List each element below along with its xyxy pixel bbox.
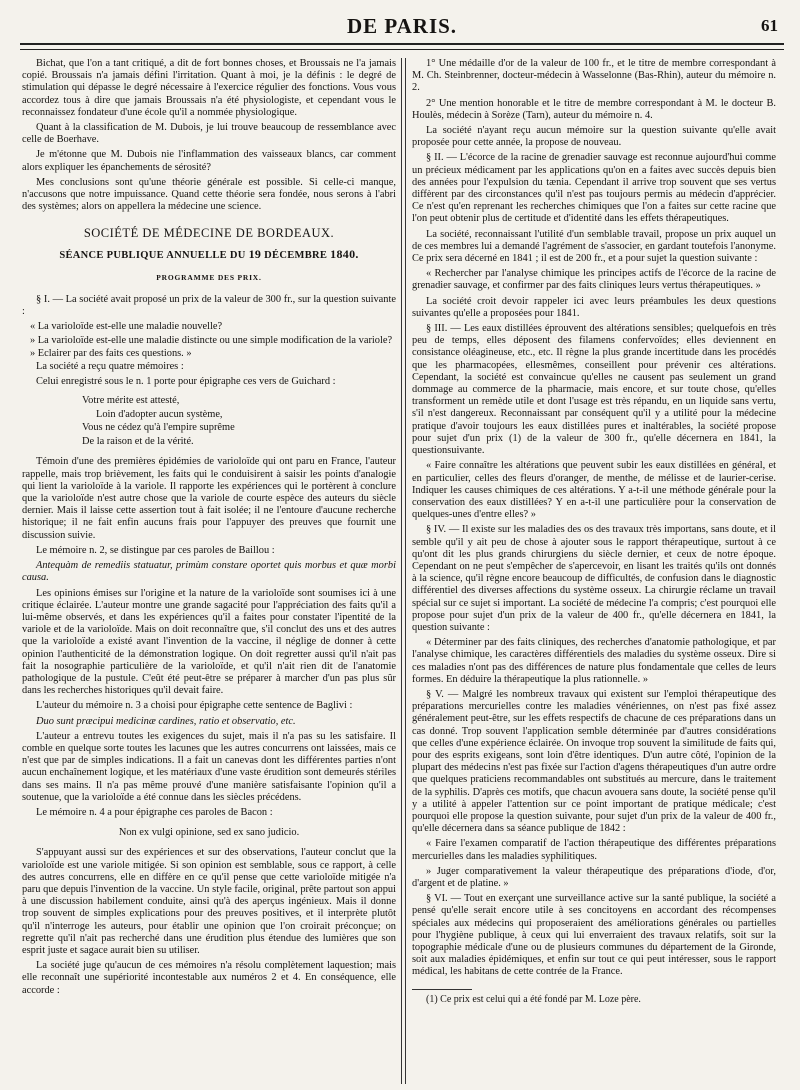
paragraph: La société juge qu'aucun de ces mémoires n'a résolu complètement laquestion; mais elle reconnaît une supériorité incontestable aux numéros 2 et 4. En conséquence, elle accorde :: [22, 960, 396, 996]
latin-epigraph: Non ex vulgi opinione, sed ex sano judicio.: [118, 827, 300, 839]
header-rule: [20, 43, 784, 45]
paragraph: La société a reçu quatre mémoires :: [36, 361, 184, 373]
paragraph: Je m'étonne que M. Dubois nie l'inflammation des vaisseaux blancs, car comment alors expliquer les épanchements de sérosité?: [22, 149, 396, 173]
section-heading-society: SOCIÉTÉ DE MÉDECINE DE BORDEAUX.: [83, 226, 335, 241]
seance-year: 1840.: [330, 246, 359, 261]
column-divider-inner: [405, 58, 406, 1084]
question-quote: « Faire l'examen comparatif de l'action thérapeutique des différentes préparations mercurielles dans les maladies syphilitiques.: [412, 838, 776, 862]
paragraph: 1° Une médaille d'or de la valeur de 100 fr., et le titre de membre correspondant à M. Ch. Steinbrenner, docteur-médecin à Wasselonne (Bas-Rhin), auteur du mémoire n. 2.: [412, 58, 776, 94]
paragraph: Bichat, que l'on a tant critiqué, a dit de fort bonnes choses, et Broussais ne l'a jamais copié. Broussais n'a jamais défini l'irritation. Quant à moi, je la définis : le degré de stimulation qui dépasse le degré nécessaire à l'exercice régulier des fonctions. Vous vous accordez tous à dire que jamais Broussais n'a été physiologiste, et cependant vous le reconnaissez fondateur d'une école qu'il a nommée physiologique.: [22, 58, 396, 118]
paragraph: La société croit devoir rappeler ici avec leurs préambules les deux questions suivantes qu'elle a proposées pour 1841.: [412, 295, 776, 319]
section-paragraph: § I. — La société avait proposé un prix de la valeur de 300 fr., sur la question suivante :: [22, 294, 396, 318]
section-heading-seance: [22, 248, 396, 262]
verse-line: Votre mérite est attesté,: [82, 395, 180, 407]
section-paragraph: § III. — Les eaux distillées éprouvent des altérations sensibles; quelquefois en très peu de temps, elles déposent des filamens confervoïdes; elles deviennent en consistance oléagineuse, etc., etc. Il règne la plus grande incertitude dans les procédés que les pharmacopées, ellesmêmes, conseillent pour prévenir ces altérations. Cependant, la société est convaincue qu'elles ne causent pas seulement un grand dommage au commerce de la pharmacie, mais encore, et sur toute chose, qu'elles transforment un remède utile et dont l'usage est très répandu, en un liquide sans vertu, s'il n'est dangereux. Reconnaissant par conséquent qu'il y a utilité pour la médecine pratique d'avoir toujours les eaux distillées pures et inaltérables, la société propose pour sujet d'un prix (1) de la valeur de 300 fr., qu'elle décernera en 1841, la questionsuivante.: [412, 323, 776, 457]
left-column: [22, 58, 396, 1074]
footnote: (1) Ce prix est celui qui a été fondé par M. Loze père.: [426, 993, 641, 1005]
paragraph: Le mémoire n. 2, se distingue par ces paroles de Baillou :: [36, 544, 275, 556]
question-quote: « Déterminer par des faits cliniques, des recherches d'anatomie pathologique, et par l'analyse chimique, les caractères différentiels des maladies du système osseux. Dire si ces maladies n'ont pas des différences de nature plus fondamentale que celles de leurs formes. En déduire la thérapeutique la plus rationnelle. »: [412, 637, 776, 685]
footnote-rule: [412, 989, 472, 990]
paragraph: Le mémoire n. 4 a pour épigraphe ces paroles de Bacon :: [36, 806, 273, 818]
header-rule-thin: [20, 49, 784, 50]
section-paragraph: § V. — Malgré les nombreux travaux qui existent sur l'emploi thérapeutique des préparations mercurielles contre les maladies vénériennes, on n'est pas fixé assez généralement peut-être, sur les effets respectifs de chacune de ces préparations dans un cas donné. Trop souvent l'application semble déterminée par d'autres considérations que celles d'une expérience éclairée. On invoque trop souvent la similitude de faits qui, pour des esprits exigeans, sont loin d'être identiques. D'un autre côté, l'opinion de la plupart des médecins n'est pas fixée sur l'action d'agens thérapeutiques d'un autre ordre que quelques praticiens recommandables ont substitués au mercure, dans le traitement de la syphilis. D'après ces motifs, que chacun avouera sans doute, la société pense qu'il y a utilité à appeler l'attention sur ce point important de pratique médicale; c'est pourquoi elle propose la question suivante, pour sujet d'un prix de la valeur de 400 fr., qu'elle décernera dans sa séance publique de 1842 :: [412, 688, 776, 835]
paragraph: L'auteur a entrevu toutes les exigences du sujet, mais il n'a pas su les satisfaire. Il comble en quelque sorte toutes les lacunes que les autres concurrens ont laissées, mais ce n'est que par de simples indications. Il a fait un canevas dont les différentes parties n'ont aucun enchaînement logique, et les matériaux d'une vaste érudition sont demeurés stériles dans ses mains. Il n'a pas même prouvé d'une manière satisfaisante l'opinion qu'il a soutenue, que la varioloïde a été connue dans les siècles précédens.: [22, 730, 396, 803]
seance-prefix: SÉANCE PUBLIQUE ANNUELLE DU: [59, 249, 246, 261]
paragraph: Quant à la classification de M. Dubois, je lui trouve beaucoup de ressemblance avec celle de Boerhave.: [22, 122, 396, 146]
verse-line: De la raison et de la vérité.: [82, 435, 194, 447]
verse-line: Vous ne cédez qu'à l'empire suprême: [82, 422, 235, 434]
question-quote: « Faire connaître les altérations que peuvent subir les eaux distillées en général, et en particulier, celles des fleurs d'oranger, de menthe, de mélisse et de laurier-cerise. Indiquer les causes chimiques de ces altérations. Y a-t-il une méthode générale pour la conservation des eaux distillées? Y en a-t-il une particulière pour la conservation de quelques-unes d'entre elles? »: [412, 460, 776, 521]
paragraph: S'appuyant aussi sur des expériences et sur des observations, l'auteur conclut que la varioloïde est une variole mitigée. Si son opinion est semblable, sous ce rapport, à celle des autres concurrens, elle en diffère en ce qu'il pense que cette varioloïde mitigée n'a paru que depuis l'invention de la vaccine. Un style facile, original, prête partout son appui à une discussion habilement conduite, ainsi qu'à des aperçus ingénieux. Mais il donne trop souvent de simples explications pour des preuves positives, et il interprète plutôt qu'il n'interroge les auteurs, pour établir une opinion que l'on croirait préconçue; on regrette qu'il n'ait pas recherché dans une érudition plus étendue des lumières que son esprit juste et sagace aurait bien su utiliser.: [22, 847, 396, 956]
latin-epigraph: Duo sunt præcipui medicinæ cardines, ratio et observatio, etc.: [36, 715, 296, 727]
section-paragraph: § IV. — Il existe sur les maladies des os des travaux très importans, sans doute, et il semble qu'il y ait peu de chose à ajouter sous le rapport thérapeutique, surtout à ce qu'ont dit les plus grands chirurgiens du siècle dernier, et ceux de notre époque. Cependant on ne peut s'empêcher de s'apercevoir, en lisant les traités qu'ils ont donnés à la science, qu'il règne encore beaucoup de difficultés, de confusion dans le diagnostic différentiel des diverses affections du système osseux. La chirurgie réclame un travail spécial sur ce sujet si important. La société de médecine l'a compris; c'est pourquoi elle propose pour sujet d'un prix de la valeur de 400 fr., qu'elle décernera en 1841, la question suivante :: [412, 524, 776, 633]
paragraph: Mes conclusions sont qu'une théorie générale est possible. Si celle-ci manque, n'accusons que notre impuissance. Quand cette théorie sera fondée, nous serons à l'abri des systèmes; alors on appellera la médecine une science.: [22, 176, 396, 213]
verse-line: Loin d'adopter aucun système,: [96, 408, 223, 420]
question-line: » Eclairer par des faits ces questions. »: [30, 347, 192, 359]
paragraph: Témoin d'une des premières épidémies de varioloïde qui ont paru en France, l'auteur rappelle, mais trop brièvement, les faits qui le conduisirent à saisir les points d'analogie qui lient la varioloïde à la variole. Il rapporte les expériences qui le portèrent à conclure que la varioloïde n'est autre chose que la variole de courte espèce des auteurs du siècle dernier. Mais il laisse cette assertion tout à fait isolée; il ne l'entoure d'aucune recherche historique; il ne fait enfin aucuns frais pour l'appuyer des preuves que fournit une discussion suivie.: [22, 456, 396, 541]
page-number: 61: [761, 16, 778, 35]
section-heading-programme: PROGRAMME DES PRIX.: [156, 272, 262, 282]
paragraph: La société, reconnaissant l'utilité d'un semblable travail, propose un prix auquel un de ces membres lui a demandé l'agrément de s'associer, en gardant toutefois l'anonyme. Ce prix sera décerné en 1841 ; il est de 200 fr., et a pour sujet la question suivante :: [412, 228, 776, 265]
paragraph: L'auteur du mémoire n. 3 a choisi pour épigraphe cette sentence de Baglivi :: [36, 700, 353, 712]
section-paragraph: § II. — L'écorce de la racine de grenadier sauvage est reconnue aujourd'hui comme un précieux médicament par les applications qu'on en a faites avec succès depuis bien des années pour l'expulsion du tænia. Cependant il arrive trop souvent que ses vertus diffèrent par des circonstances qu'il n'est pas toujours permis au médecin d'apprécier. Ce n'est qu'en reprenant les recherches chimiques que l'on a faites sur cette racine que l'on peut obtenir plus de certitude et d'identité dans les effets thérapeutiques.: [412, 152, 776, 225]
verse-epigraph: [82, 394, 396, 448]
question-quote: » Juger comparativement la valeur thérapeutique des préparations d'iode, d'or, d'argent et de platine. »: [412, 865, 776, 889]
paragraph: Les opinions émises sur l'origine et la nature de la varioloïde sont soumises ici à une critique éclairée. L'auteur montre une grande sagacité pour l'appréciation des faits qu'il a lui-même observés, et dans les expériences qu'il a faites pour constater l'ipentité de la variole et de la varioloïde. Mais on doit reconnaître que, s'il conclut des uns et des autres que la varioloïde a existé avant l'invention de la vaccine, il néglige de donner à cette opinion l'authenticité de la démonstration logique. On doit regretter aussi qu'il n'ait pas fait la nosographie particulière de la varioloïde, et qu'il n'ait rien dit de l'anatomie pathologique de la pustule. C'eût été peut-être se préparer à marcher d'un pas plus sûr dans les recherches historiques qu'il devait faire.: [22, 587, 396, 697]
question-line: » La varioloïde est-elle une maladie distincte ou une simple modification de la variole?: [30, 334, 393, 346]
page-header: [20, 8, 784, 54]
seance-day: 19: [248, 246, 262, 261]
column-divider: [401, 58, 402, 1084]
question-quote: « Rechercher par l'analyse chimique les principes actifs de l'écorce de la racine de grenadier sauvage, et confirmer par des faits cliniques leurs vertus thérapeutiques. »: [412, 268, 776, 292]
latin-epigraph: Antequàm de remediis statuatur, primùm constare oportet quis morbus et quæ morbi causa.: [22, 560, 396, 584]
paragraph: 2° Une mention honorable et le titre de membre correspondant à M. le docteur B. Houlès, médecin à Sorèze (Tarn), auteur du mémoire n. 4.: [412, 97, 776, 121]
right-column: [412, 58, 776, 1074]
paragraph: Celui enregistré sous le n. 1 porte pour épigraphe ces vers de Guichard :: [36, 376, 336, 388]
running-title: DE PARIS.: [346, 14, 458, 38]
paragraph: La société n'ayant reçu aucun mémoire sur la question suivante qu'elle avait proposée pour cette année, la propose de nouveau.: [412, 125, 776, 149]
seance-month: DÉCEMBRE: [264, 249, 328, 261]
section-paragraph: § VI. — Tout en exerçant une surveillance active sur la santé publique, la société a pensé qu'elle serait encore utile à ses concitoyens en accordant des récompenses spéciales aux médecins qui proposeraient des améliorations générales ou partielles pour l'hygiène publique, à ceux qui lui enverraient des travaux relatifs, soit sur la topographie médicale d'une ou de plusieurs communes du département de la Gironde, soit aux maladies épidémiques, et enfin sur tout ce qui peut intéresser, sous le rapport médical, les habitans de cette contrée de la France.: [412, 893, 776, 978]
question-line: « La varioloïde est-elle une maladie nouvelle?: [30, 321, 223, 333]
